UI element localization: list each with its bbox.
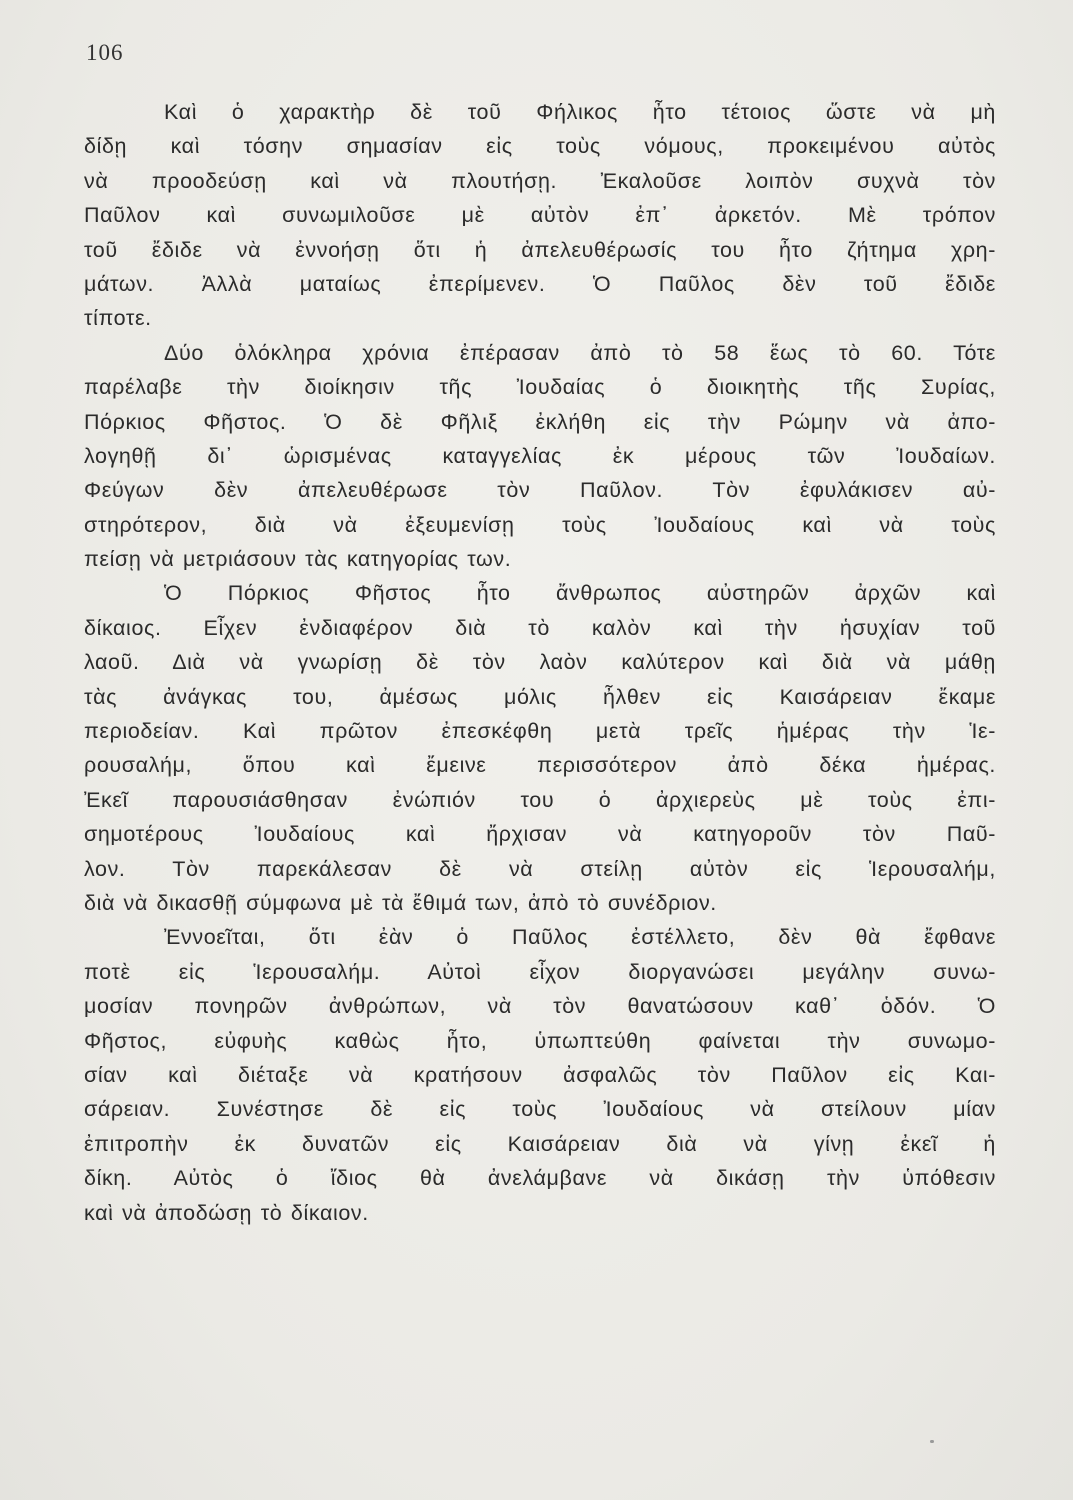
text-line: τίποτε. (84, 306, 152, 331)
text-line: λον. Τὸν παρεκάλεσαν δὲ νὰ στείλῃ αὐτὸν εἰς Ἱερουσαλήμ, (84, 856, 996, 881)
text-line: παρέλαβε τὴν διοίκησιν τῆς Ἰουδαίας ὁ διοικητὴς τῆς Συρίας, (84, 375, 996, 400)
text-line: Δύο ὁλόκληρα χρόνια ἐπέρασαν ἀπὸ τὸ 58 ἕως τὸ 60. Τότε (164, 340, 996, 365)
text-line: ρουσαλήμ, ὅπου καὶ ἔμεινε περισσότερον ἀπὸ δέκα ἡμέρας. (84, 753, 996, 778)
text-line: σάρειαν. Συνέστησε δὲ εἰς τοὺς Ἰουδαίους νὰ στείλουν μίαν (84, 1097, 996, 1122)
text-line: Φῆστος, εὐφυὴς καθὼς ἦτο, ὑπωπτεύθη φαίνεται τὴν συνωμο- (84, 1028, 996, 1053)
text-line: Παῦλον καὶ συνωμιλοῦσε μὲ αὐτὸν ἐπ᾽ ἀρκετόν. Μὲ τρόπον (84, 203, 996, 228)
body-text (84, 95, 996, 1230)
paper-speck (930, 1440, 934, 1443)
text-line: ποτὲ εἰς Ἱερουσαλήμ. Αὐτοὶ εἶχον διοργανώσει μεγάλην συνω- (84, 959, 996, 984)
text-line: περιοδείαν. Καὶ πρῶτον ἐπεσκέφθη μετὰ τρεῖς ἡμέρας τὴν Ἱε- (84, 719, 996, 744)
text-line: Πόρκιος Φῆστος. Ὁ δὲ Φῆλιξ ἐκλήθη εἰς τὴν Ρώμην νὰ ἀπο- (84, 409, 996, 434)
text-line: Ἐκεῖ παρουσιάσθησαν ἐνώπιόν του ὁ ἀρχιερεὺς μὲ τοὺς ἐπι- (84, 787, 996, 812)
text-line: δίδῃ καὶ τόσην σημασίαν εἰς τοὺς νόμους, προκειμένου αὐτὸς (84, 134, 996, 159)
text-line: Φεύγων δὲν ἀπελευθέρωσε τὸν Παῦλον. Τὸν ἐφυλάκισεν αὐ- (84, 478, 996, 503)
text-line: στηρότερον, διὰ νὰ ἐξευμενίσῃ τοὺς Ἰουδαίους καὶ νὰ τοὺς (84, 512, 996, 537)
text-line: νὰ προοδεύσῃ καὶ νὰ πλουτήσῃ. Ἐκαλοῦσε λοιπὸν συχνὰ τὸν (84, 168, 996, 193)
text-line: Ἐννοεῖται, ὅτι ἐὰν ὁ Παῦλος ἐστέλλετο, δὲν θὰ ἔφθανε (164, 925, 996, 950)
text-line: πείσῃ νὰ μετριάσουν τὰς κατηγορίας των. (84, 547, 512, 572)
text-line: καὶ νὰ ἀποδώσῃ τὸ δίκαιον. (84, 1200, 369, 1225)
text-line: μοσίαν πονηρῶν ἀνθρώπων, νὰ τὸν θανατώσουν καθ᾽ ὁδόν. Ὁ (84, 994, 996, 1019)
text-line: δίκη. Αὐτὸς ὁ ἴδιος θὰ ἀνελάμβανε νὰ δικάσῃ τὴν ὑπόθεσιν (84, 1166, 996, 1191)
text-line: λογηθῇ δι᾽ ὡρισμένας καταγγελίας ἐκ μέρους τῶν Ἰουδαίων. (84, 443, 996, 468)
text-line: σημοτέρους Ἰουδαίους καὶ ἤρχισαν νὰ κατηγοροῦν τὸν Παῦ- (84, 822, 996, 847)
text-line: δίκαιος. Εἶχεν ἐνδιαφέρον διὰ τὸ καλὸν καὶ τὴν ἡσυχίαν τοῦ (84, 615, 996, 640)
text-line: μάτων. Ἀλλὰ ματαίως ἐπερίμενεν. Ὁ Παῦλος δὲν τοῦ ἔδιδε (84, 271, 996, 296)
text-line: σίαν καὶ διέταξε νὰ κρατήσουν ἀσφαλῶς τὸν Παῦλον εἰς Και- (84, 1062, 996, 1087)
text-line: τοῦ ἔδιδε νὰ ἐννοήσῃ ὅτι ἡ ἀπελευθέρωσίς του ἦτο ζήτημα χρη- (84, 237, 996, 262)
text-line: ἐπιτροπὴν ἐκ δυνατῶν εἰς Καισάρειαν διὰ νὰ γίνῃ ἐκεῖ ἡ (84, 1131, 996, 1156)
text-line: διὰ νὰ δικασθῇ σύμφωνα μὲ τὰ ἔθιμά των, ἀπὸ τὸ συνέδριον. (84, 890, 717, 915)
text-line: Καὶ ὁ χαρακτὴρ δὲ τοῦ Φήλικος ἦτο τέτοιος ὥστε νὰ μὴ (164, 100, 996, 124)
text-line: λαοῦ. Διὰ νὰ γνωρίσῃ δὲ τὸν λαὸν καλύτερον καὶ διὰ νὰ μάθῃ (84, 650, 996, 675)
text-line: τὰς ἀνάγκας του, ἀμέσως μόλις ἦλθεν εἰς Καισάρειαν ἔκαμε (84, 684, 996, 709)
text-line: Ὁ Πόρκιος Φῆστος ἦτο ἄνθρωπος αὐστηρῶν ἀρχῶν καὶ (164, 581, 996, 606)
page-number: 106 (86, 40, 124, 65)
